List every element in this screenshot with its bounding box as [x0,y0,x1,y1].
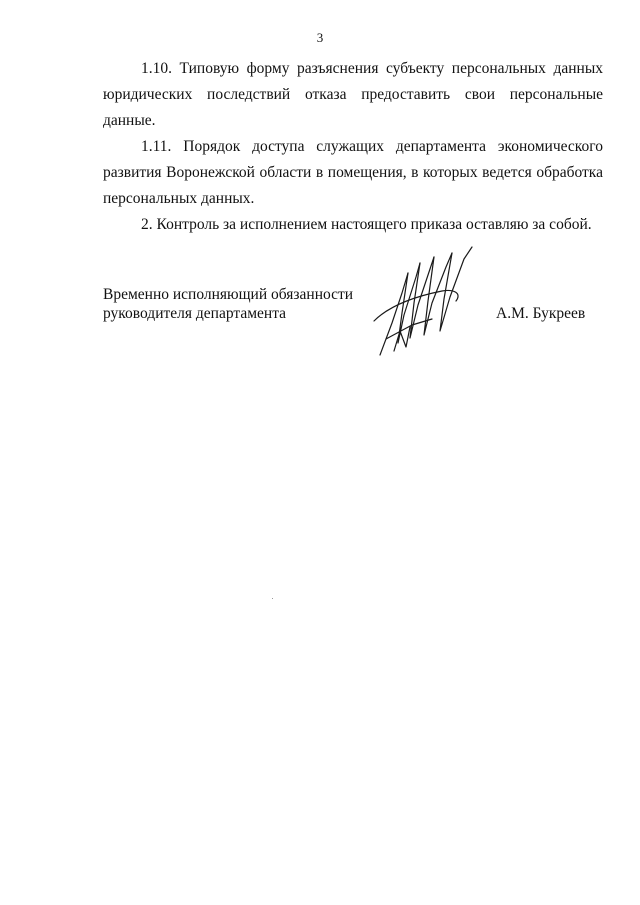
page-number: 3 [316,30,324,45]
document-body [103,56,603,238]
signature-position-line-1: Временно исполняющий обязанности [103,286,354,303]
paragraph-1-10: 1.10. Типовую форму разъяснения субъекту персональных данных юридических последствий отказа предоставить свои персональные данные. [103,60,603,129]
signer-name: А.М. Букреев [496,305,586,322]
paragraph-2: 2. Контроль за исполнением настоящего приказа оставляю за собой. [141,216,592,233]
signature-position-line-2: руководителя департамента [103,305,287,322]
paragraph-1-11: 1.11. Порядок доступа служащих департамента экономического развития Воронежской области в помещения, в которых ведется обработка персональных данных. [103,138,603,207]
scan-speck [272,598,273,599]
handwritten-signature-icon [372,243,482,358]
signature-position [103,285,353,323]
